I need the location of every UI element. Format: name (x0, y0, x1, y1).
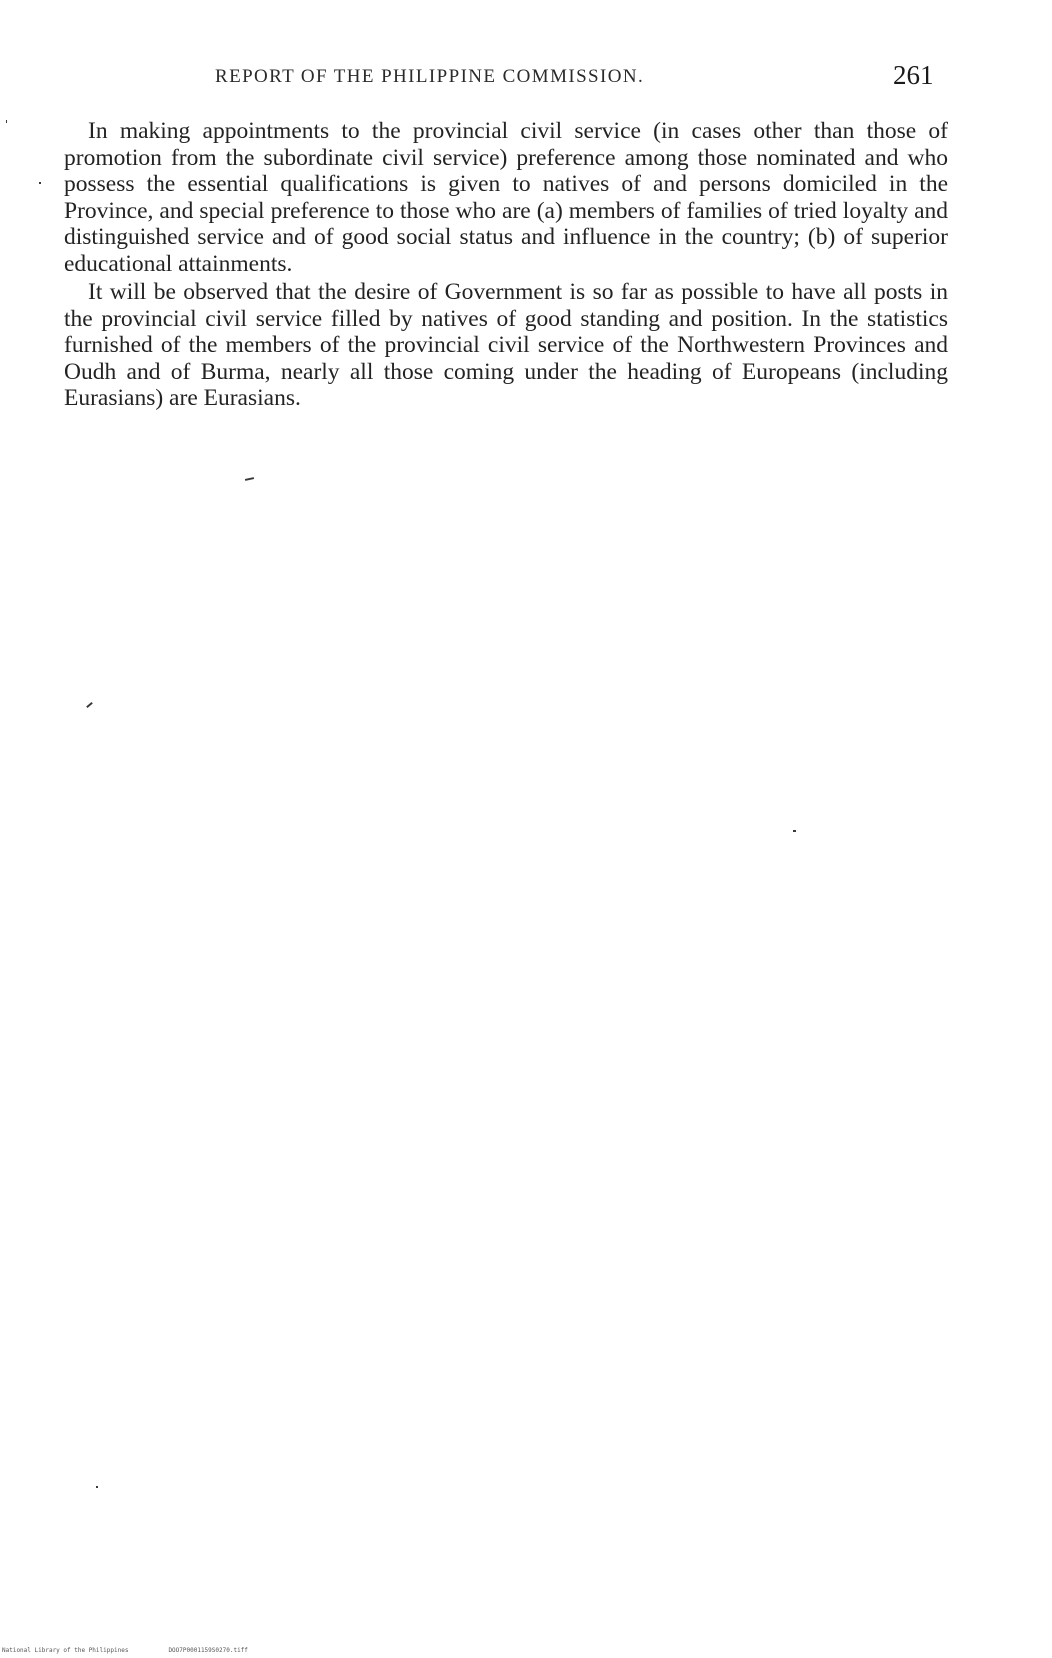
scan-speck (96, 1486, 98, 1488)
paragraph-observation: It will be observed that the desire of Government is so far as possible to have all posts in the provincial civil service filled by natives of good standing and position. In the statistics furnished of the members of the provincial civil service of the Northwestern Provinces and Oudh and of Burma, nearly all those coming under the heading of Europeans (including Eurasians) are Eurasians. (64, 279, 948, 411)
page-number: 261 (893, 60, 934, 90)
paragraph-appointments: In making appointments to the provincial civil service (in cases other than those of promotion from the subordinate civil service) preference among those nominated and who possess the essential qualifications is given to natives of and persons domiciled in the Province, and special preference to those who are (a) members of families of tried loyalty and distinguished service and of good social status and influence in the country; (b) of superior educational attainments. (64, 118, 948, 277)
footer-library: National Library of the Philippines (2, 1647, 129, 1654)
scan-speck (6, 120, 7, 123)
running-head (0, 60, 1052, 94)
scan-speck (793, 830, 796, 832)
scan-speck (86, 702, 93, 708)
scan-footer (2, 1647, 248, 1654)
scan-speck (39, 182, 41, 184)
body-text (64, 118, 948, 412)
footer-file-id: DOO7P0001159S0270.tiff (168, 1647, 248, 1654)
scan-speck (245, 477, 254, 481)
running-title: REPORT OF THE PHILIPPINE COMMISSION. (215, 66, 645, 87)
